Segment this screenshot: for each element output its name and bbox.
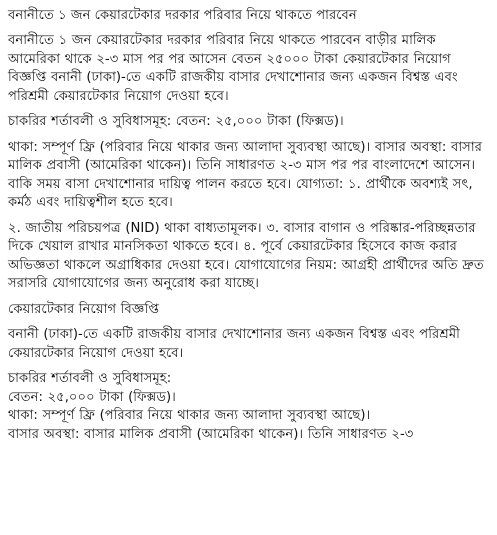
paragraph-notice-body: বনানী (ঢাকা)-তে একটি রাজকীয় বাসার দেখাশোনার জন্য একজন বিশ্বস্ত এবং পরিশ্রমী কেয়ারটেকার নিয়োগ দেওয়া হবে। [8,327,460,361]
page-title: বনানীতে ১ জন কেয়ারটেকার দরকার পরিবার নিয়ে থাকতে পারবেন [8,8,357,23]
paragraph-housing-qualifications: থাকা: সম্পূর্ণ ফ্রি (পরিবার নিয়ে থাকার জন্য আলাদা সুব্যবস্থা আছে)। বাসার অবস্থা: বাসার মালিক প্রবাসী (আমেরিকা থাকেন)। তিনি সাধারণত ২-৩ মাস পর পর বাংলাদেশে আসেন। বাকি সময় বাসা দেখাশোনার দায়িত্ব পালন করতে হবে। যোগ্যতা: ১. প্রার্থীকে অবশ্যই সৎ, কর্মঠ এবং দায়িত্বশীল হতে হবে। [8,139,482,210]
paragraph-intro: বনানীতে ১ জন কেয়ারটেকার দরকার পরিবার নিয়ে থাকতে পারবেন বাড়ীর মালিক আমেরিকা থাকে ২-৩ মাস পর পর আসেন বেতন ২৫০০০ টাকা কেয়ারটেকার নিয়োগ বিজ্ঞপ্তি বনানী (ঢাকা)-তে একটি রাজকীয় বাসার দেখাশোনার জন্য একজন বিশ্বস্ত এবং পরিশ্রমী কেয়ারটেকার নিয়োগ দেওয়া হবে। [8,33,458,104]
terms-line-house-status: বাসার অবস্থা: বাসার মালিক প্রবাসী (আমেরিকা থাকেন)। তিনি সাধারণত ২-৩ [8,426,414,442]
paragraph-requirements-contact: ২. জাতীয় পরিচয়পত্র (NID) থাকা বাধ্যতামূলক। ৩. বাসার বাগান ও পরিষ্কার-পরিচ্ছন্নতার দিকে খেয়াল রাখার মানসিকতা থাকতে হবে। ৪. পূর্বে কেয়ারটেকার হিসেবে কাজ করার অভিজ্ঞতা থাকলে অগ্রাধিকার দেওয়া হবে। যোগাযোগের নিয়ম: আগ্রহী প্রার্থীদের অতি দ্রুত সরাসরি যোগাযোগের জন্য অনুরোধ করা যাচ্ছে। [8,220,484,291]
terms-line-housing: থাকা: সম্পূর্ণ ফ্রি (পরিবার নিয়ে থাকার জন্য আলাদা সুব্যবস্থা আছে)। [8,408,371,423]
terms-line-salary: বেতন: ২৫,০০০ টাকা (ফিক্সড)। [8,389,176,405]
paragraph-salary: চাকরির শর্তাবলী ও সুবিধাসমূহ: বেতন: ২৫,০০০ টাকা (ফিক্সড)। [8,114,344,129]
terms-line-heading: চাকরির শর্তাবলী ও সুবিধাসমূহ: [8,371,172,386]
terms-block [8,370,489,444]
paragraph-notice-heading: কেয়ারটেকার নিয়োগ বিজ্ঞপ্তি [8,301,160,317]
